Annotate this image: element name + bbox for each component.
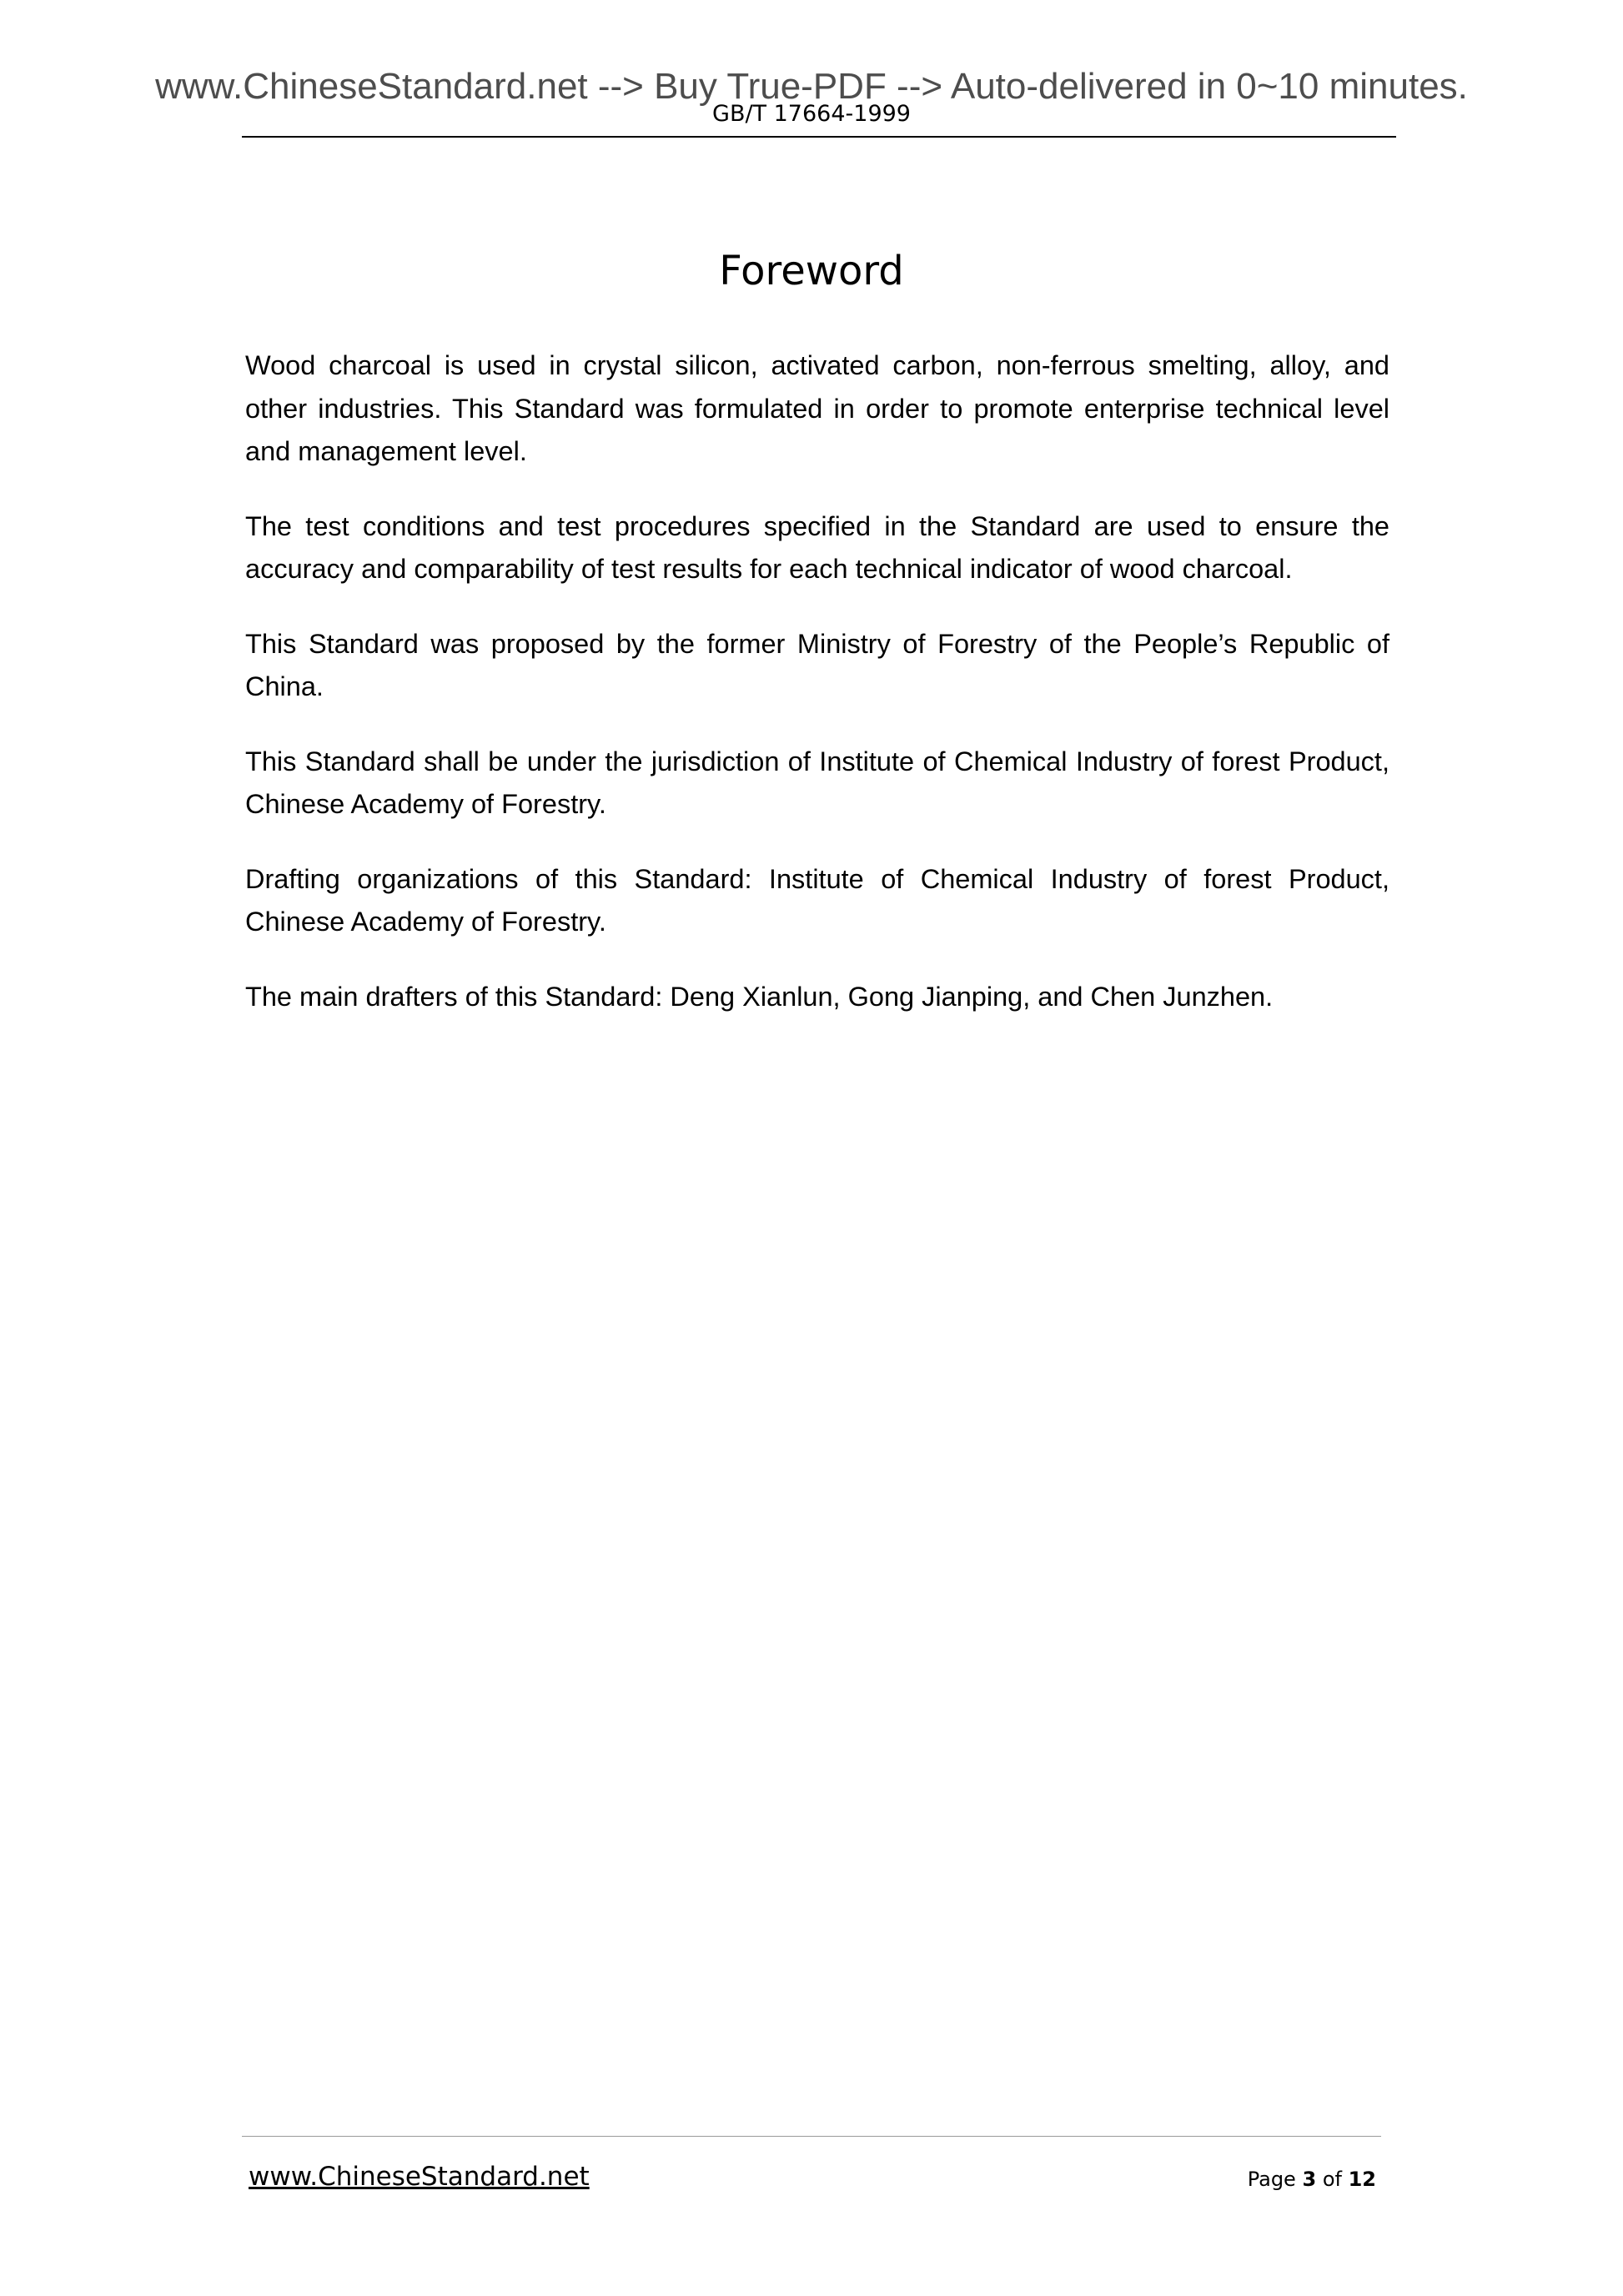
page-prefix: Page	[1247, 2168, 1296, 2191]
paragraph-drafting-organizations: Drafting organizations of this Standard: Institute of Chemical Industry of forest Product, Chinese Academy of Forestry.	[245, 863, 1389, 937]
paragraph-proposed-by: This Standard was proposed by the former Ministry of Forestry of the People’s Republic of China.	[245, 628, 1389, 701]
document-code: GB/T 17664-1999	[712, 101, 911, 127]
page-of: of	[1322, 2168, 1342, 2191]
page-current: 3	[1302, 2168, 1317, 2191]
paragraph-usage: Wood charcoal is used in crystal silicon, activated carbon, non-ferrous smelting, alloy, and other industries. This Standard was formulated in order to promote enterprise technical level and management level.	[245, 350, 1389, 466]
header-banner: www.ChineseStandard.net --> Buy True-PDF --> Auto-delivered in 0~10 minutes.	[155, 66, 1468, 107]
page-title: Foreword	[719, 248, 904, 294]
footer-divider	[242, 2136, 1381, 2137]
page-total: 12	[1348, 2168, 1376, 2191]
paragraph-jurisdiction: This Standard shall be under the jurisdiction of Institute of Chemical Industry of forest Product, Chinese Academy of Forestry.	[245, 746, 1389, 819]
foreword-body	[245, 344, 1389, 1050]
page-number	[1248, 2166, 1376, 2193]
paragraph-main-drafters: The main drafters of this Standard: Deng Xianlun, Gong Jianping, and Chen Junzhen.	[245, 981, 1274, 1012]
footer-website-link[interactable]: www.ChineseStandard.net	[249, 2162, 590, 2192]
paragraph-test-conditions: The test conditions and test procedures specified in the Standard are used to ensure the accuracy and comparability of test results for each technical indicator of wood charcoal.	[245, 510, 1389, 584]
header-divider	[242, 136, 1396, 138]
